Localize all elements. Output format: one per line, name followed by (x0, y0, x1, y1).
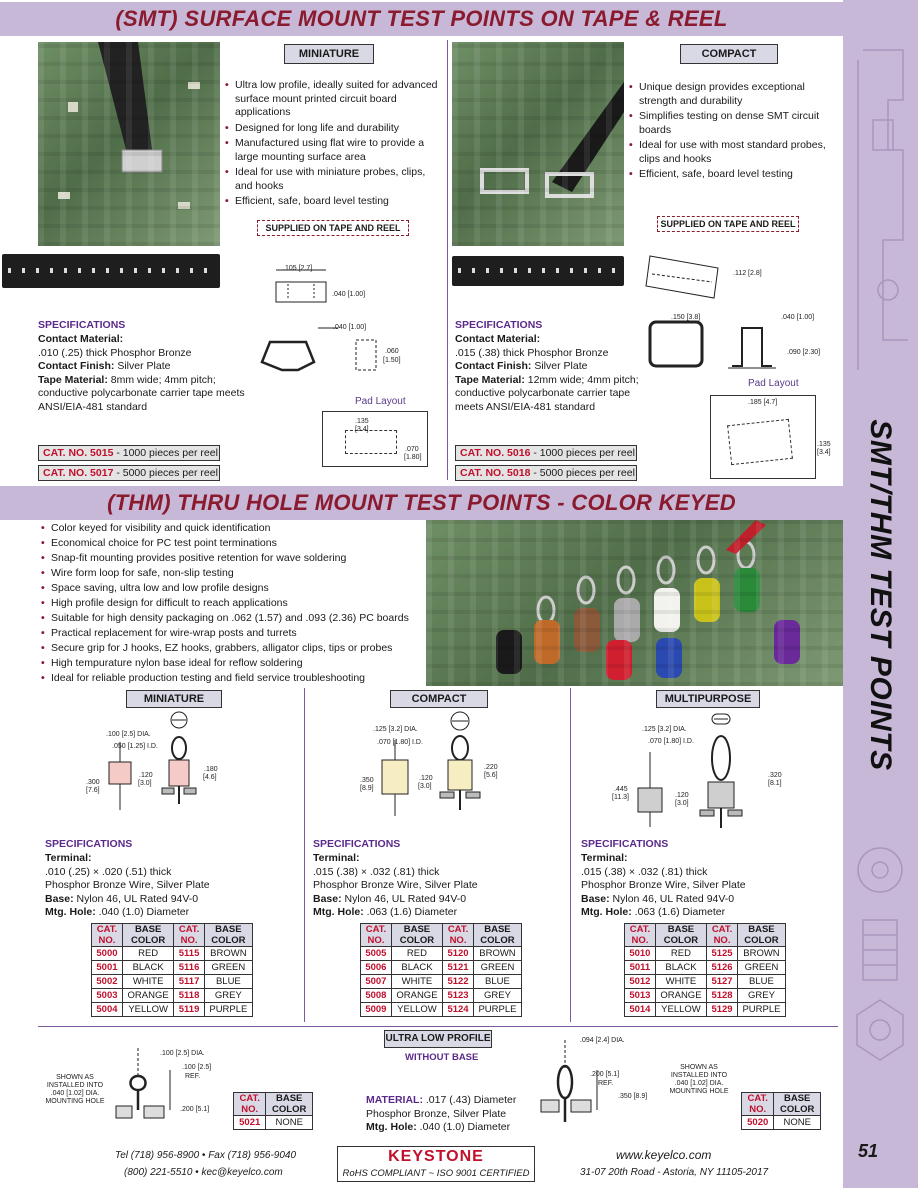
list-item: • Economical choice for PC test point terminations (40, 537, 440, 550)
spec-label: Mtg. Hole: (366, 1121, 417, 1133)
list-item: • Space saving, ultra low and low profile designs (40, 582, 440, 595)
dim-label: .350 [8.9] (618, 1093, 648, 1100)
dim-label: [11.3] (612, 794, 629, 801)
spec-label: Mtg. Hole: (45, 906, 96, 918)
table-row: 5000 RED 5115 BROWN (92, 947, 253, 961)
list-item: • Ideal for reliable production testing and field service troubleshooting (40, 672, 440, 685)
divider (304, 688, 305, 1022)
spec-label: Base: (45, 892, 74, 905)
spec-value: .015 (.38) × .032 (.81) thick (313, 865, 440, 878)
list-item: • Wire form loop for safe, non-slip testing (40, 567, 440, 580)
table-row: 5014 YELLOW 5129 PURPLE (625, 1003, 786, 1017)
spec-value: .040 (1.0) Diameter (419, 1121, 511, 1133)
table-row: 5008 ORANGE 5123 GREY (361, 989, 522, 1003)
dim-label: .040 [1.00] (332, 291, 366, 298)
keystone-logo (337, 1146, 535, 1182)
spec-label: Mtg. Hole: (581, 906, 632, 918)
list-item: • Snap-fit mounting provides positive retention for wave soldering (40, 552, 440, 565)
spec-value: .015 (.38) × .032 (.81) thick (581, 865, 708, 878)
table-row: 5006 BLACK 5121 GREEN (361, 961, 522, 975)
spec-value: ANSI/EIA-481 standard (38, 400, 148, 413)
cat-5017: CAT. NO. 5017 - 5000 pieces per reel (38, 465, 220, 481)
sidebar-hardware-graphic (843, 840, 918, 1080)
dim-label: .350 (360, 777, 374, 784)
dim-label: [4.6] (203, 774, 217, 781)
spec-value: .063 (1.6) Diameter (366, 906, 458, 918)
ultra-right-note: SHOWN AS INSTALLED INTO .040 [1.02] DIA. MOUNTING HOLE (669, 1064, 729, 1095)
dim-label: .135 (817, 441, 831, 448)
dim-label: .100 [2.5] DIA. (160, 1050, 205, 1057)
spec-label: Tape Material: (455, 373, 525, 386)
dim-label: .200 [5.1] (590, 1071, 620, 1078)
table-row: 5004 YELLOW 5119 PURPLE (92, 1003, 253, 1017)
dim-label: .125 [3.2] DIA. (642, 726, 687, 733)
ultra-label: ULTRA LOW PROFILE (384, 1030, 492, 1048)
spec-label: Mtg. Hole: (313, 906, 364, 918)
list-item: • Manufactured using flat wire to provide a large mounting surface area (224, 137, 438, 164)
table-row: 5001 BLACK 5116 GREEN (92, 961, 253, 975)
spec-value: 12mm wide; 4mm pitch; (527, 373, 639, 386)
dim-label: .100 [2.5] DIA. (106, 731, 151, 738)
list-item: • Practical replacement for wire-wrap posts and turrets (40, 627, 440, 640)
catalog-table-miniature: CAT. NO. BASE COLOR CAT. NO. BASE COLOR 5000 RED 5115 BROWN 5001 BLACK 5116 GREEN 5002 WHITE 5117 BLUE 5003 ORANGE 5118 GREY 5004 YELLOW 5119 PURPLE (91, 923, 253, 1017)
dim-label: .135 (355, 418, 369, 425)
dim-label: [3.4] (355, 426, 369, 433)
list-item: • Ultra low profile, ideally suited for advanced surface mount printed circuit board applications (224, 79, 438, 120)
spec-label: MATERIAL: (366, 1094, 423, 1106)
dim-label: .070 [1.80] I.D. (377, 739, 423, 746)
catalog-table-compact: CAT. NO. BASE COLOR CAT. NO. BASE COLOR 5005 RED 5120 BROWN 5006 BLACK 5121 GREEN 5007 WHITE 5122 BLUE 5008 ORANGE 5123 GREY 5009 YELLOW 5124 PURPLE (360, 923, 522, 1017)
catalog-table-multipurpose: CAT. NO. BASE COLOR CAT. NO. BASE COLOR 5010 RED 5125 BROWN 5011 BLACK 5126 GREEN 5012 WHITE 5127 BLUE 5013 ORANGE 5128 GREY 5014 YELLOW 5129 PURPLE (624, 923, 786, 1017)
dim-label: .040 [1.00] (333, 324, 367, 331)
dim-label: [3.0] (418, 783, 432, 790)
smt-compact-bullets (628, 81, 840, 184)
dim-label: .100 [2.5] (182, 1064, 212, 1071)
dim-label: .070 (405, 446, 419, 453)
smt-banner-title: (SMT) SURFACE MOUNT TEST POINTS ON TAPE & REEL (115, 6, 728, 31)
list-item: • High tempurature nylon base ideal for reflow soldering (40, 657, 440, 670)
dim-label: .120 (139, 772, 153, 779)
smt-banner (0, 2, 843, 36)
rohs-text: RoHS COMPLIANT ~ ISO 9001 CERTIFIED (342, 1168, 530, 1179)
spec-label: Base: (313, 892, 342, 905)
table-row: 5009 YELLOW 5124 PURPLE (361, 1003, 522, 1017)
dim-label: .320 (768, 772, 782, 779)
table-row: 5007 WHITE 5122 BLUE (361, 975, 522, 989)
brand-name: KEYSTONE (388, 1148, 484, 1165)
smt-compact-supplied: SUPPLIED ON TAPE AND REEL (657, 216, 799, 232)
smt-miniature-label: MINIATURE (284, 44, 374, 64)
smt-miniature-photo (38, 42, 220, 246)
dim-label: [5.6] (484, 772, 498, 779)
dim-label: .180 (204, 766, 218, 773)
spec-label: Terminal: (313, 852, 360, 864)
smt-compact-tape (452, 256, 624, 286)
table-row: 5010 RED 5125 BROWN (625, 947, 786, 961)
spec-value: conductive polycarbonate carrier tape (455, 387, 631, 399)
list-item: • Ideal for use with miniature probes, clips, and hooks (224, 166, 438, 193)
thm-compact-specs (313, 852, 563, 920)
spec-title: SPECIFICATIONS (313, 838, 401, 850)
table-row: 5011 BLACK 5126 GREEN (625, 961, 786, 975)
spec-value: meets ANSI/EIA-481 standard (455, 400, 596, 413)
dim-label: .120 (419, 775, 433, 782)
footer-tollfree[interactable]: (800) 221-5510 • kec@keyelco.com (124, 1167, 283, 1178)
spec-value: Silver Plate (534, 360, 588, 372)
dim-label: [7.6] (86, 787, 100, 794)
dim-label: .185 [4.7] (748, 399, 778, 406)
thm-miniature-label: MINIATURE (126, 690, 222, 708)
footer-web[interactable]: www.keyelco.com (616, 1148, 712, 1162)
spec-value: Nylon 46, UL Rated 94V-0 (612, 892, 735, 905)
table-row: 5020 NONE (742, 1116, 821, 1130)
page-number: 51 (858, 1141, 879, 1161)
table-row: 5002 WHITE 5117 BLUE (92, 975, 253, 989)
list-item: • Unique design provides exceptional strength and durability (628, 81, 840, 108)
dim-label: [3.0] (138, 780, 152, 787)
list-item: • High profile design for difficult to reach applications (40, 597, 440, 610)
spec-title: SPECIFICATIONS (581, 838, 669, 850)
table-row: 5005 RED 5120 BROWN (361, 947, 522, 961)
divider (570, 688, 571, 1022)
spec-value: Phosphor Bronze, Silver Plate (366, 1107, 507, 1120)
divider (447, 40, 448, 480)
footer-address: 31-07 20th Road - Astoria, NY 11105-2017 (580, 1167, 769, 1178)
dim-label: .300 (86, 779, 100, 786)
dim-label: .112 [2.8] (733, 270, 762, 277)
thm-multipurpose-specs (581, 852, 831, 920)
dim-label: .050 [1.25] I.D. (112, 743, 158, 750)
list-item: • Simplifies testing on dense SMT circuit boards (628, 110, 840, 137)
dim-label: [1.80] (404, 454, 422, 461)
dim-label: .200 [5.1] (180, 1106, 210, 1113)
dim-label: .150 [3.8] (671, 314, 701, 321)
spec-value: .040 (1.0) Diameter (98, 906, 190, 918)
thm-compact-drawing (340, 712, 500, 822)
cat-5015: CAT. NO. 5015 - 1000 pieces per reel (38, 445, 220, 461)
sidebar-title: SMT/THM TEST POINTS (864, 419, 897, 771)
spec-value: 8mm wide; 4mm pitch; (110, 373, 216, 386)
spec-value: Phosphor Bronze Wire, Silver Plate (45, 879, 210, 891)
spec-label: Terminal: (581, 852, 628, 864)
spec-value: Phosphor Bronze Wire, Silver Plate (313, 879, 478, 891)
dim-label: .040 [1.00] (781, 314, 815, 321)
spec-label: Base: (581, 892, 610, 905)
spec-value: Nylon 46, UL Rated 94V-0 (76, 892, 199, 905)
spec-value: .063 (1.6) Diameter (634, 906, 726, 918)
dim-label: .070 [1.80] I.D. (648, 738, 694, 745)
spec-title: SPECIFICATIONS (455, 319, 543, 331)
thm-miniature-specs (45, 852, 295, 920)
smt-compact-label: COMPACT (680, 44, 778, 64)
pad-layout-label: Pad Layout (355, 396, 406, 407)
smt-compact-specs (455, 333, 685, 414)
dim-label: .105 [2.7] (283, 265, 313, 272)
dim-label: .060 (385, 348, 399, 355)
list-item: • Efficient, safe, board level testing (628, 168, 840, 182)
list-item: • Designed for long life and durability (224, 122, 438, 136)
smt-miniature-bullets (224, 79, 438, 211)
table-row: 5012 WHITE 5127 BLUE (625, 975, 786, 989)
pad-layout-box (710, 395, 816, 479)
dim-label: [3.0] (675, 800, 689, 807)
spec-value: .010 (.25) × .020 (.51) thick (45, 865, 172, 878)
ultra-right-drawing (535, 1030, 655, 1140)
list-item: • Color keyed for visibility and quick identification (40, 522, 440, 535)
ultra-sub: WITHOUT BASE (405, 1052, 479, 1063)
smt-miniature-supplied: SUPPLIED ON TAPE AND REEL (257, 220, 409, 236)
smt-compact-photo (452, 42, 624, 246)
thm-multipurpose-drawing (610, 712, 770, 832)
test-points-graphic (426, 520, 843, 686)
dim-label: REF. (598, 1080, 614, 1087)
spec-label: Contact Material: (38, 333, 124, 345)
spec-value: .015 (.38) thick Phosphor Bronze (455, 346, 609, 359)
dim-label: .094 [2.4] DIA. (580, 1037, 625, 1044)
table-row: 5021 NONE (234, 1116, 313, 1130)
dim-label: [1.50] (383, 357, 401, 364)
list-item: • Secure grip for J hooks, EZ hooks, grabbers, alligator clips, tips or probes (40, 642, 440, 655)
thm-banner (0, 486, 843, 520)
table-row: 5003 ORANGE 5118 GREY (92, 989, 253, 1003)
spec-value: .010 (.25) thick Phosphor Bronze (38, 346, 192, 359)
ultra-left-table: CAT. NO. BASE COLOR 5021 NONE (233, 1092, 313, 1130)
list-item: • Ideal for use with most standard probes, clips and hooks (628, 139, 840, 166)
thm-compact-label: COMPACT (390, 690, 488, 708)
spec-label: Tape Material: (38, 373, 108, 386)
thm-miniature-drawing (80, 712, 240, 817)
dim-label: [3.4] (817, 449, 831, 456)
footer-phone: Tel (718) 956-8900 • Fax (718) 956-9040 (115, 1150, 297, 1161)
ultra-left-note: SHOWN AS INSTALLED INTO .040 [1.02] DIA. MOUNTING HOLE (45, 1074, 105, 1105)
dim-label: .125 [3.2] DIA. (373, 726, 418, 733)
probe-graphic (38, 42, 220, 246)
list-item: • Efficient, safe, board level testing (224, 195, 438, 209)
dim-label: .445 (614, 786, 628, 793)
pad-layout-label: Pad Layout (748, 378, 799, 389)
smt-miniature-tape (2, 254, 220, 288)
spec-label: Contact Finish: (455, 360, 532, 372)
spec-title: SPECIFICATIONS (38, 319, 126, 331)
spec-value: Silver Plate (117, 360, 171, 372)
spec-value: Nylon 46, UL Rated 94V-0 (344, 892, 467, 905)
table-row: 5013 ORANGE 5128 GREY (625, 989, 786, 1003)
divider (38, 1026, 838, 1027)
dim-label: REF. (185, 1073, 201, 1080)
thm-photo (426, 520, 843, 686)
spec-value: .017 (.43) Diameter (425, 1094, 517, 1106)
smt-miniature-specs (38, 333, 278, 414)
dim-label: [8.1] (768, 780, 782, 787)
dim-label: [8.9] (360, 785, 374, 792)
spec-label: Terminal: (45, 852, 92, 864)
probe-graphic (452, 42, 624, 246)
spec-title: SPECIFICATIONS (45, 838, 133, 850)
spec-value: Phosphor Bronze Wire, Silver Plate (581, 879, 746, 891)
spec-label: Contact Finish: (38, 360, 115, 372)
spec-label: Contact Material: (455, 333, 541, 345)
ultra-right-table: CAT. NO. BASE COLOR 5020 NONE (741, 1092, 821, 1130)
thm-banner-title: (THM) THRU HOLE MOUNT TEST POINTS - COLOR KEYED (107, 490, 736, 515)
list-item: • Suitable for high density packaging on .062 (1.57) and .093 (2.36) PC boards (40, 612, 440, 625)
dim-label: .220 (484, 764, 498, 771)
thm-multipurpose-label: MULTIPURPOSE (656, 690, 760, 708)
cat-5018: CAT. NO. 5018 - 5000 pieces per reel (455, 465, 637, 481)
sidebar-drawing-graphic (843, 40, 918, 410)
dim-label: .090 [2.30] (787, 349, 821, 356)
thm-bullets (40, 522, 440, 687)
dim-label: .120 (675, 792, 689, 799)
cat-5016: CAT. NO. 5016 - 1000 pieces per reel (455, 445, 637, 461)
spec-value: conductive polycarbonate carrier tape meets (38, 387, 245, 399)
